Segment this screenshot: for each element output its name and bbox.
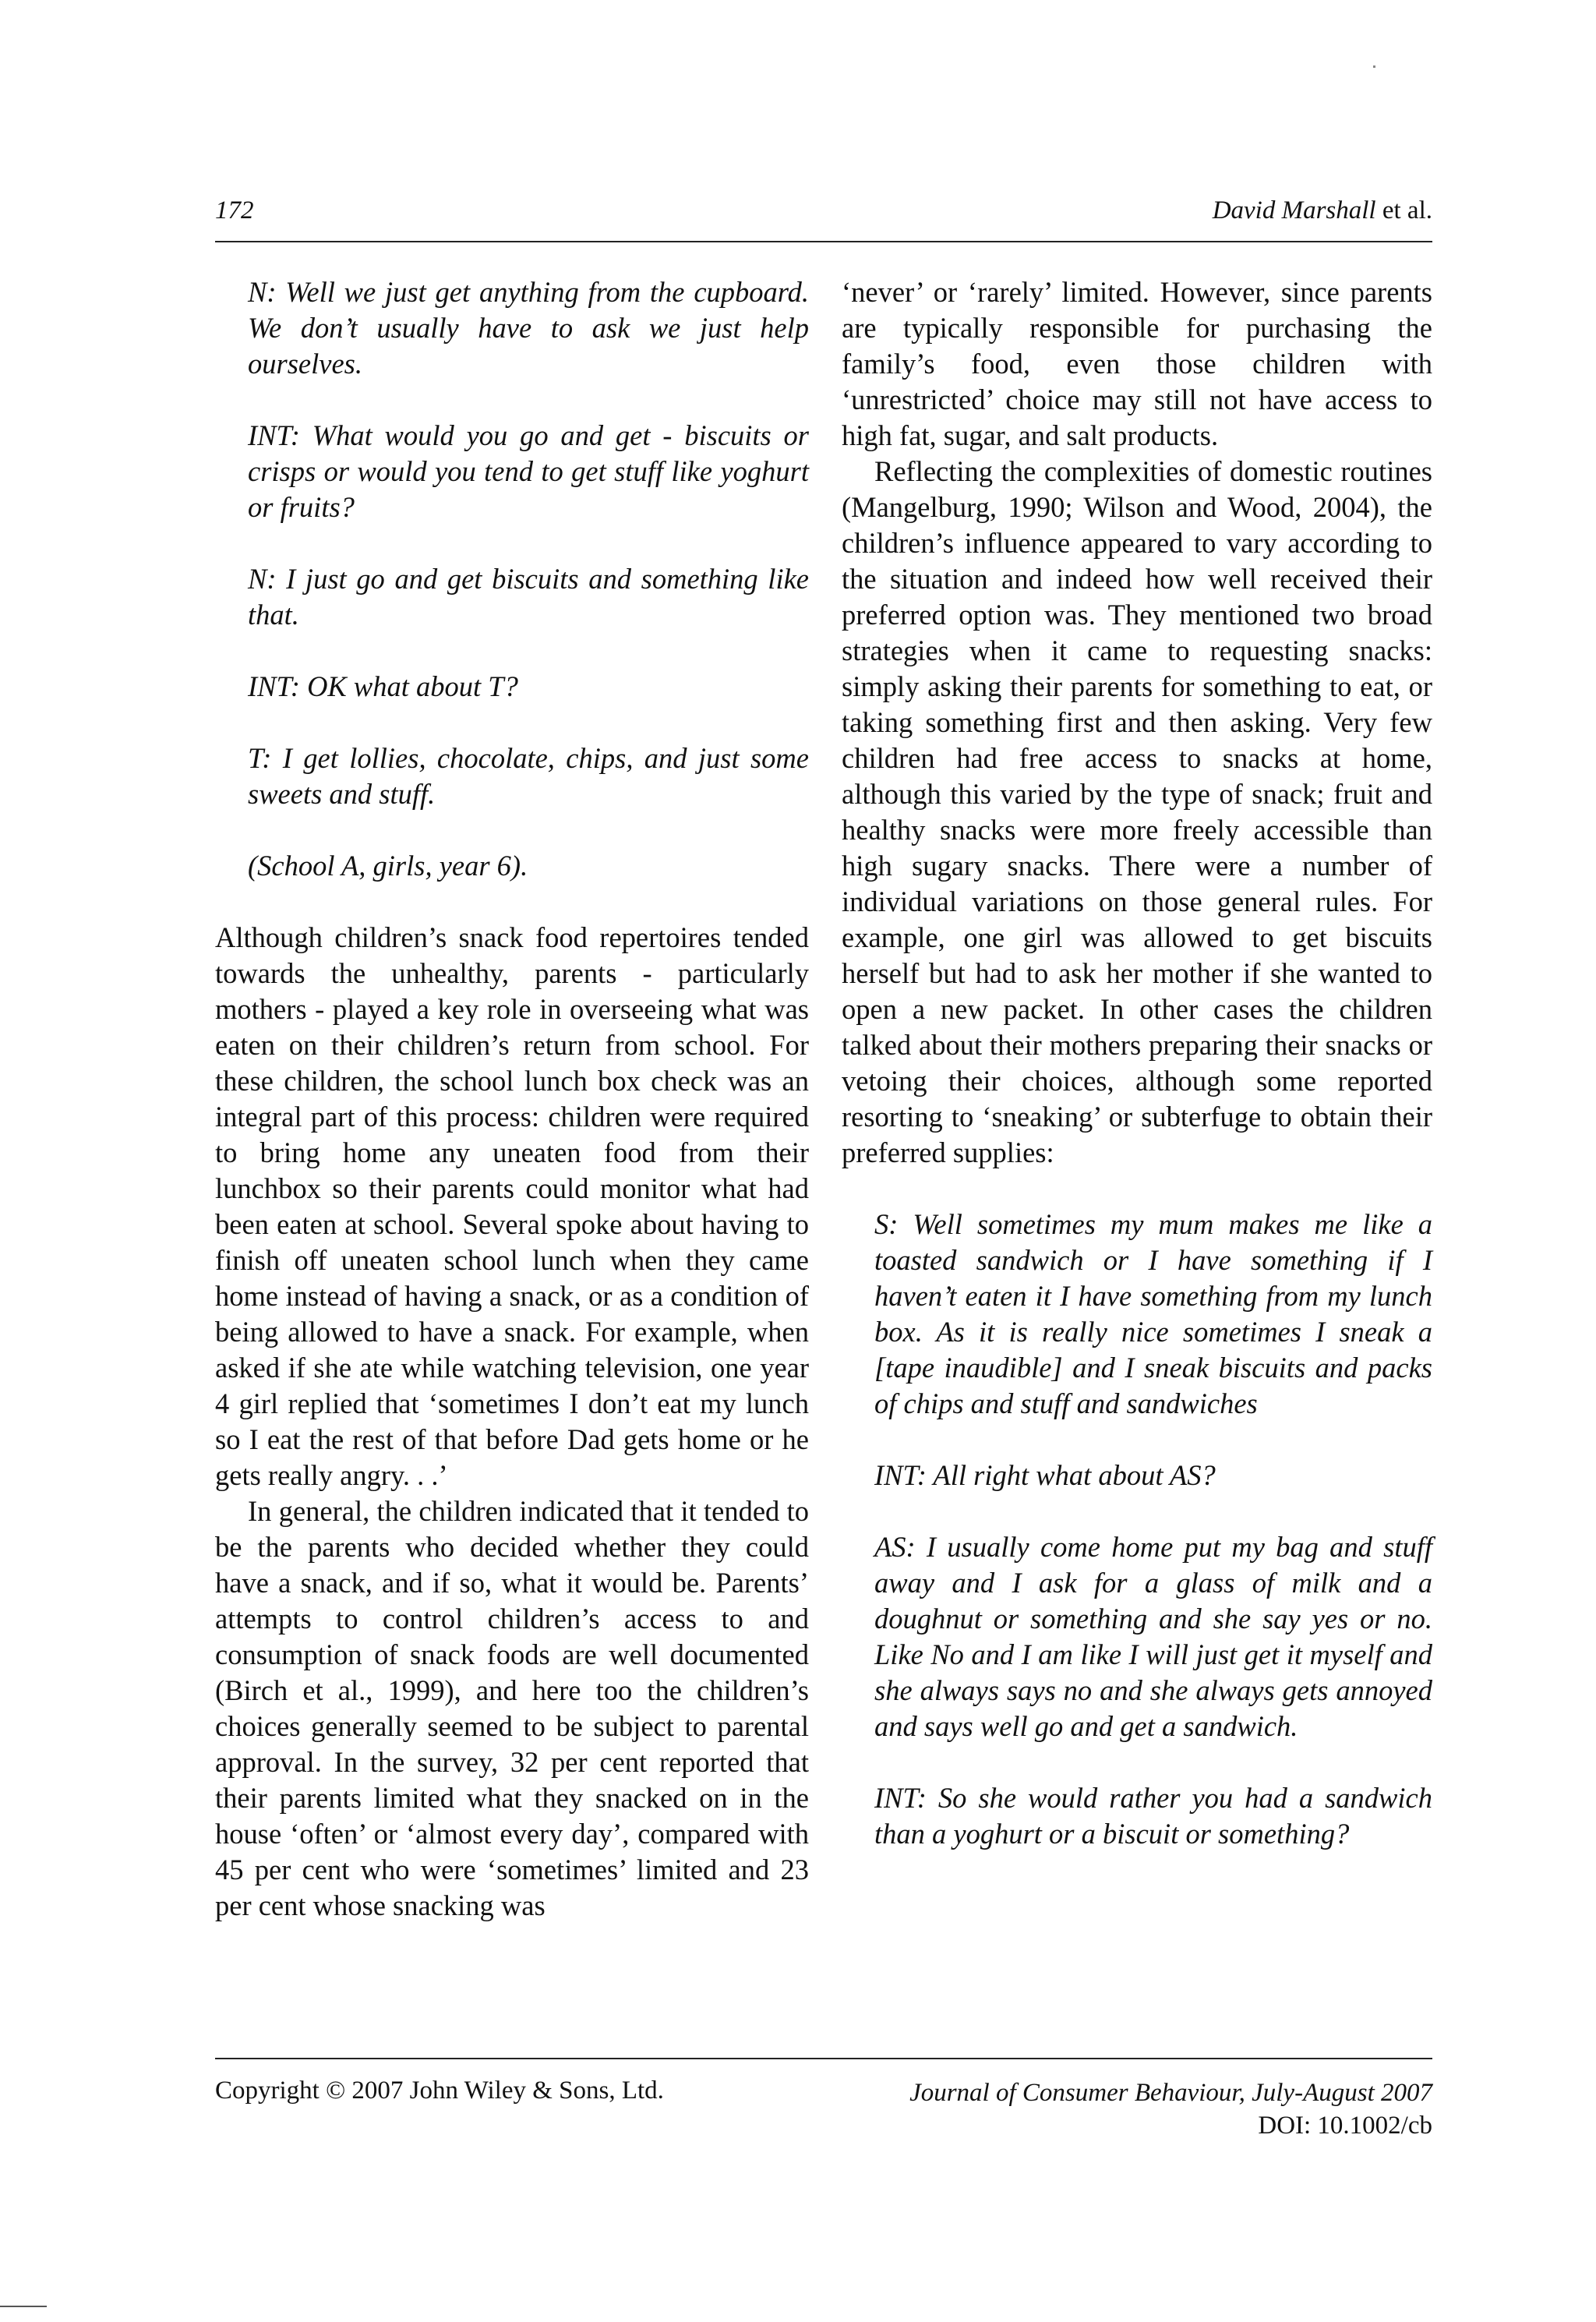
interview-quote: T: I get lollies, chocolate, chips, and just some sweets and stuff. — [248, 742, 809, 810]
doi: DOI: 10.1002/cb — [1258, 2112, 1432, 2140]
interview-quote: INT: All right what about AS? — [874, 1459, 1216, 1491]
interview-quote: INT: So she would rather you had a sandwich than a yoghurt or a biscuit or something? — [874, 1782, 1432, 1850]
journal-title: Journal of Consumer Behaviour, July-August 2007 — [909, 2079, 1432, 2107]
copyright-notice: Copyright © 2007 John Wiley & Sons, Ltd. — [215, 2076, 664, 2105]
interview-quote: INT: OK what about T? — [248, 670, 518, 702]
quote-source: (School A, girls, year 6). — [248, 850, 528, 882]
header-rule — [215, 241, 1432, 242]
scan-speck — [1373, 65, 1375, 68]
interview-quote: INT: What would you go and get - biscuits or crisps or would you tend to get stuff like yoghurt or fruits? — [248, 419, 809, 523]
body-paragraph: In general, the children indicated that it tended to be the parents who decided whether they could have a snack, and if so, what it would be. Parents’ attempts to control children’s access to and consumption of snack foods are well documented (Birch et al., 1999), and here too the children’s choices generally seemed to be subject to parental approval. In the survey, 32 per cent reported that their parents limited what they snacked on in the house ‘often’ or ‘almost every day’, compared with 45 per cent who were ‘sometimes’ limited and 23 per cent whose snacking was — [215, 1495, 809, 1921]
interview-quote: N: Well we just get anything from the cupboard. We don’t usually have to ask we just help ourselves. — [248, 276, 809, 380]
right-column — [842, 274, 1432, 1852]
journal-info — [779, 2076, 1432, 2142]
body-paragraph: Although children’s snack food repertoires tended towards the unhealthy, parents - particularly mothers - played a key role in overseeing what was eaten on their children’s return from school. For these children, the school lunch box check was an integral part of this process: children were required to bring home any uneaten food from their lunchbox so their parents could monitor what had been eaten at school. Several spoke about having to finish off uneaten school lunch when they came home instead of having a snack, or as a condition of being allowed to have a snack. For example, when asked if she ate while watching television, one year 4 girl replied that ‘sometimes I don’t eat my lunch so I eat the rest of that before Dad gets home or he gets really angry. . .’ — [215, 921, 809, 1491]
scan-edge-mark — [0, 2306, 47, 2307]
body-paragraph: Reflecting the complexities of domestic routines (Mangelburg, 1990; Wilson and Wood, 2004), the children’s influence appeared to vary according to the situation and indeed how well received their preferred option was. They mentioned two broad strategies when it came to requesting snacks: simply asking their parents for something to eat, or taking something first and then asking. Very few children had free access to snacks at home, although this varied by the type of snack; fruit and healthy snacks were more freely accessible than high sugary snacks. There were a number of individual variations on those general rules. For example, one girl was allowed to get biscuits herself but had to ask her mother if she wanted to open a new packet. In other cases the children talked about their mothers preparing their snacks or vetoing their choices, although some reported resorting to ‘sneaking’ or subterfuge to obtain their preferred supplies: — [842, 455, 1432, 1168]
footer-rule — [215, 2058, 1432, 2059]
running-head-author: David Marshall — [1212, 196, 1376, 224]
left-column — [215, 274, 809, 1924]
interview-quote: AS: I usually come home put my bag and stuff away and I ask for a glass of milk and a doughnut or something and she say yes or no. Like No and I am like I will just get it myself and she always says no and she always gets annoyed and says well go and get a sandwich. — [874, 1531, 1432, 1742]
body-paragraph-continuation: ‘never’ or ‘rarely’ limited. However, since parents are typically responsible for purchasing the family’s food, even those children with ‘unrestricted’ choice may still not have access to high fat, sugar, and salt products. — [842, 276, 1432, 451]
running-head-etal: et al. — [1382, 196, 1432, 224]
page-number: 172 — [215, 196, 254, 224]
interview-quote: N: I just go and get biscuits and something like that. — [248, 563, 809, 631]
running-head — [1130, 196, 1432, 225]
interview-quote: S: Well sometimes my mum makes me like a toasted sandwich or I have something if I haven’t eaten it I have something from my lunch box. As it is really nice sometimes I sneak a [tape inaudible] and I sneak biscuits and packs of chips and stuff and sandwiches — [874, 1208, 1432, 1419]
